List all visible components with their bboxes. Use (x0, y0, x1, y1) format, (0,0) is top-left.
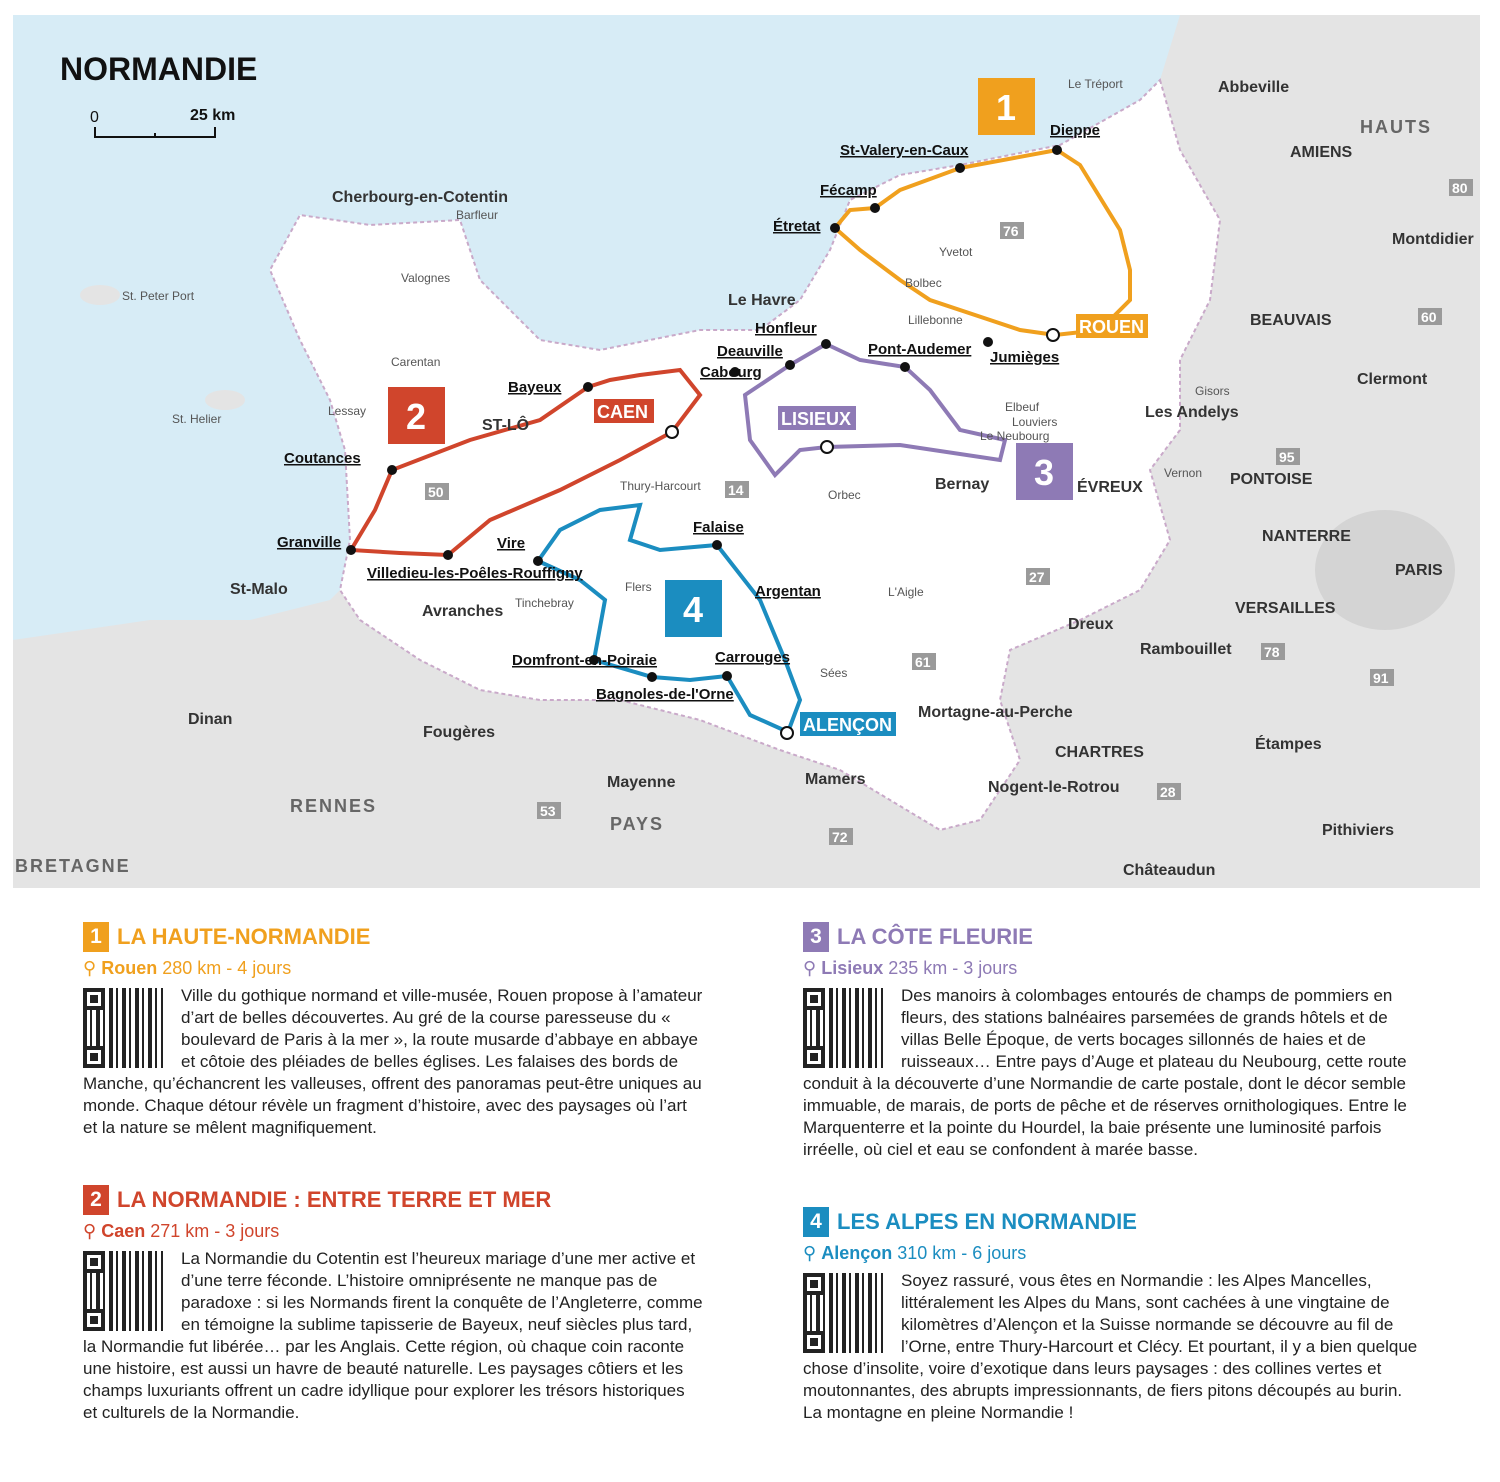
route-stop-label: Vire (497, 535, 526, 552)
route-stop-label: Villedieu-les-Poêles-Rouffigny (367, 565, 583, 582)
route-stop-label: Granville (277, 534, 342, 551)
route-stop-label: Bayeux (508, 379, 562, 396)
section-description: Des manoirs à colombages entourés de champs de pommiers en fleurs, des stations balnéaires parsemées de grands hôtels et de villas Belle Époque, de verts bocages sillonnés de haies et de ruisseaux… Entre pays d’Auge et plateau du Neubourg, cette route conduit à la découverte d’une Normandie de carte postale, dont le décor semble immuable, de marais, de ports de pêche et de réserves ornithologiques. Entre le Marquenterre et la pointe du Hourdel, la baie présente une luminosité parfois irréelle, où ciel et eau se confondent à marée basse. (803, 986, 1407, 1159)
start-city-label[interactable]: CAEN (597, 402, 649, 422)
route-2-section (83, 1185, 703, 1424)
map-pin-icon: ⚲ (803, 1243, 817, 1263)
place-label: Carentan (391, 355, 441, 369)
map-pin-icon: ⚲ (83, 1221, 97, 1241)
department-number: 76 (1003, 223, 1019, 239)
start-city-marker (781, 727, 793, 739)
place-label: Dreux (1068, 616, 1114, 633)
place-label: Cherbourg-en-Cotentin (332, 189, 508, 206)
place-label: ST-LÔ (482, 417, 530, 434)
start-city-label[interactable]: ALENÇON (803, 715, 892, 735)
distance-duration: 271 km - 3 jours (150, 1221, 280, 1241)
section-description: La Normandie du Cotentin est l’heureux mariage d’une mer active et d’une terre féconde. L’histoire omniprésente ne manque pas de paradoxe : si les Normands firent la conquête de l’Angleterre, comme en témoigne la sublime tapisserie de Bayeux, neuf siècles plus tard, la Normandie fut libérée… par les Anglais. Cette région, où chaque coin raconte une histoire, est aussi un havre de beauté naturelle. Les paysages côtiers et les champs luxuriants offrent un cadre idyllique pour explorer les trésors historiques et culturels de la Normandie. (83, 1249, 703, 1422)
place-label: Pithiviers (1322, 822, 1395, 839)
route-stop-label: Falaise (693, 519, 744, 536)
place-label: ÉVREUX (1077, 479, 1143, 496)
place-label: L'Aigle (888, 585, 924, 599)
start-city-marker (666, 426, 678, 438)
place-label: Valognes (401, 271, 451, 285)
start-city-marker (1047, 329, 1059, 341)
place-label: PONTOISE (1230, 471, 1313, 488)
route-stop-label: Cabourg (700, 364, 762, 381)
route-info (83, 1221, 703, 1242)
route-1-section (83, 922, 703, 1139)
place-label: BEAUVAIS (1250, 312, 1332, 329)
place-label: Clermont (1357, 371, 1428, 388)
route-info (83, 958, 703, 979)
distance-duration: 235 km - 3 jours (888, 958, 1018, 978)
department-number: 28 (1160, 784, 1176, 800)
route-number-badge: 1 (83, 922, 109, 952)
route-stop-label: Étretat (773, 218, 821, 235)
start-city-label[interactable]: ROUEN (1079, 317, 1145, 337)
route-stop-label: Argentan (755, 583, 821, 600)
scale-end: 25 km (190, 107, 236, 124)
route-info (803, 1243, 1423, 1264)
jersey-island (205, 390, 245, 410)
place-label: Louviers (1012, 415, 1058, 429)
route-badge-number: 2 (405, 396, 427, 437)
place-label: Bolbec (905, 276, 942, 290)
route-stop-label: Bagnoles-de-l'Orne (596, 686, 734, 703)
place-label: Avranches (422, 603, 504, 620)
place-label: PARIS (1395, 562, 1443, 579)
place-label: Mortagne-au-Perche (918, 704, 1073, 721)
section-heading (83, 1185, 703, 1215)
place-label: Le Neubourg (980, 429, 1050, 443)
route-badge-number: 1 (995, 87, 1017, 128)
section-heading (803, 1207, 1423, 1237)
section-description: Soyez rassuré, vous êtes en Normandie : les Alpes Mancelles, littéralement les Alpes du Mans, sont cachées à une vingtaine de kilomètres d’Alençon et la Suisse normande se découvre au fil de l’Orne, entre Thury-Harcourt et Clécy. Et pourtant, il y a bien quelque chose d’insolite, voire d’exotique dans leurs paysages : des collines vertes et moutonnantes, des abrupts impressionnants, de fiers pitons découpés au burin. La montagne en pleine Normandie ! (803, 1271, 1418, 1422)
place-label: Flers (625, 580, 652, 594)
route-stop-label: Deauville (717, 343, 783, 360)
place-label: Dinan (188, 711, 233, 728)
place-label: Fougères (423, 724, 496, 741)
place-label: Bernay (935, 476, 990, 493)
place-label: St-Malo (230, 581, 288, 598)
route-badge-number: 3 (1033, 452, 1055, 493)
qr-code-icon[interactable] (803, 988, 883, 1068)
place-label: Sées (820, 666, 848, 680)
department-number: 60 (1421, 309, 1437, 325)
route-stop-label: St-Valery-en-Caux (840, 142, 969, 159)
place-label: VERSAILLES (1235, 600, 1336, 617)
start-city: Alençon (821, 1243, 893, 1263)
map-pin-icon: ⚲ (803, 958, 817, 978)
distance-duration: 280 km - 4 jours (162, 958, 292, 978)
route-stop-label: Jumièges (990, 349, 1060, 366)
place-label: Mayenne (607, 774, 676, 791)
section-description: Ville du gothique normand et ville-musée, Rouen propose à l’amateur d’art de belles découvertes. Au gré de la course paresseuse du « boulevard de Paris à la mer », la route musarde d’abbaye en abbaye et côtoie des pléiades de belles églises. Les falaises des bords de Manche, qu’échancrent les valleuses, offrent des panoramas peut-être uniques au monde. Chaque détour révèle un fragment d’histoire, avec des paysages où l’art et la nature se mêlent magnifiquement. (83, 986, 703, 1137)
place-label: Montdidier (1392, 231, 1474, 248)
route-4-section (803, 1207, 1423, 1424)
route-number-badge: 2 (83, 1185, 109, 1215)
place-label: NANTERRE (1262, 528, 1351, 545)
route-number-badge: 4 (803, 1207, 829, 1237)
route-stop-label: Coutances (284, 450, 361, 467)
route-stop-label: Honfleur (755, 320, 817, 337)
place-label: Orbec (828, 488, 861, 502)
place-label: Lillebonne (908, 313, 963, 327)
start-city-label[interactable]: LISIEUX (781, 409, 852, 429)
place-label: AMIENS (1290, 144, 1353, 161)
section-title: LA NORMANDIE : ENTRE TERRE ET MER (117, 1187, 552, 1212)
place-label: Châteaudun (1123, 862, 1216, 879)
normandy-map[interactable] (13, 15, 1480, 888)
place-label: Les Andelys (1145, 404, 1239, 421)
place-label: Vernon (1164, 466, 1203, 480)
place-label: St. Peter Port (122, 289, 195, 303)
route-stop-label: Dieppe (1050, 122, 1101, 139)
section-title: LA HAUTE-NORMANDIE (117, 924, 371, 949)
place-label: RENNES (290, 796, 378, 816)
department-number: 95 (1279, 449, 1295, 465)
department-number: 72 (832, 829, 848, 845)
guernsey-island (80, 285, 120, 305)
place-label: St. Helier (172, 412, 222, 426)
route-3-section (803, 922, 1423, 1161)
place-label: Mamers (805, 771, 866, 788)
place-label: Le Tréport (1068, 77, 1123, 91)
department-number: 53 (540, 803, 556, 819)
department-number: 91 (1373, 670, 1389, 686)
place-label: Nogent-le-Rotrou (988, 779, 1120, 796)
map-title: NORMANDIE (60, 51, 258, 87)
section-heading (83, 922, 703, 952)
place-label: Étampes (1255, 736, 1322, 753)
place-label: Rambouillet (1140, 641, 1232, 658)
section-heading (803, 922, 1423, 952)
department-number: 80 (1452, 180, 1468, 196)
place-label: Thury-Harcourt (620, 479, 701, 493)
scale-start: 0 (90, 109, 99, 126)
route-stop-label: Carrouges (715, 649, 791, 666)
place-label: Tinchebray (515, 596, 574, 610)
route-badge-number: 4 (682, 589, 704, 630)
qr-code-icon[interactable] (83, 1251, 163, 1331)
department-number: 78 (1264, 644, 1280, 660)
distance-duration: 310 km - 6 jours (897, 1243, 1027, 1263)
start-city: Lisieux (821, 958, 884, 978)
qr-code-icon[interactable] (83, 988, 163, 1068)
place-label: Barfleur (456, 208, 499, 222)
route-stop-label: Fécamp (820, 182, 877, 199)
place-label: Lessay (328, 404, 367, 418)
region-label: PAYS (610, 814, 665, 834)
route-number-badge: 3 (803, 922, 829, 952)
department-number: 50 (428, 484, 444, 500)
start-city-marker (821, 441, 833, 453)
route-info (803, 958, 1423, 979)
department-number: 14 (728, 482, 744, 498)
route-stop-label: Pont-Audemer (868, 341, 972, 358)
department-number: 27 (1029, 569, 1045, 585)
place-label: Gisors (1195, 384, 1230, 398)
region-label: HAUTS (1360, 117, 1432, 137)
place-label: Abbeville (1218, 79, 1290, 96)
department-number: 61 (915, 654, 931, 670)
map-pin-icon: ⚲ (83, 958, 97, 978)
section-title: LA CÔTE FLEURIE (837, 924, 1033, 949)
route-stop-label: Domfront-en-Poiraie (512, 652, 658, 669)
place-label: CHARTRES (1055, 744, 1144, 761)
place-label: Yvetot (939, 245, 973, 259)
start-city: Rouen (101, 958, 158, 978)
place-label: Le Havre (728, 292, 796, 309)
section-title: LES ALPES EN NORMANDIE (837, 1209, 1137, 1234)
qr-code-icon[interactable] (803, 1273, 883, 1353)
place-label: Elbeuf (1005, 400, 1040, 414)
region-label: BRETAGNE (15, 856, 131, 876)
start-city: Caen (101, 1221, 146, 1241)
